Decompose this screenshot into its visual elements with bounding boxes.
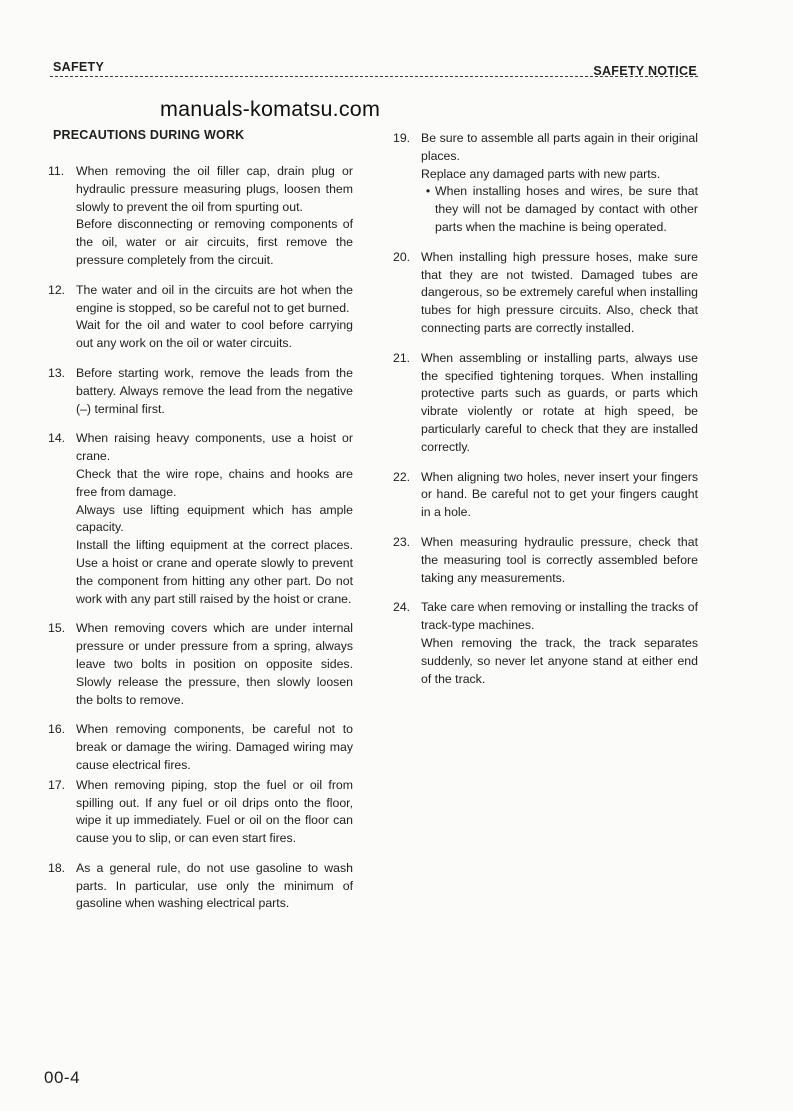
header-page-title: SAFETY NOTICE	[593, 64, 697, 78]
item-paragraph: When removing piping, stop the fuel or oil from spilling out. If any fuel or oil drips onto the floor, wipe it up immediately. Fuel or oil on the floor can cause you to slip, or can even start fires.	[76, 777, 353, 846]
item-paragraph: Be sure to assemble all parts again in their original places.	[421, 131, 698, 163]
precaution-item	[48, 282, 353, 353]
item-body	[421, 599, 698, 688]
item-paragraph: When removing components, be careful not to break or damage the wiring. Damaged wiring may cause electrical fires.	[76, 722, 353, 772]
item-paragraph: Before starting work, remove the leads from the battery. Always remove the lead from the negative (–) terminal first.	[76, 365, 353, 416]
item-number: 14.	[48, 431, 66, 446]
item-body	[76, 163, 353, 270]
precaution-item	[48, 860, 353, 913]
item-body	[421, 249, 698, 338]
precaution-item	[48, 163, 353, 270]
item-paragraph: The water and oil in the circuits are hot when the engine is stopped, so be careful not to get burned.	[76, 282, 353, 315]
item-body	[421, 534, 698, 587]
right-column	[393, 130, 698, 700]
precaution-item	[393, 599, 698, 688]
item-number: 15.	[48, 621, 66, 636]
left-column	[48, 163, 353, 925]
item-number: 19.	[393, 131, 411, 145]
item-paragraph: When measuring hydraulic pressure, check that the measuring tool is correctly assembled before taking any measurements.	[421, 534, 698, 585]
item-number: 17.	[48, 777, 66, 792]
item-body	[421, 350, 698, 457]
item-paragraph: Take care when removing or installing the tracks of track-type machines.	[421, 600, 698, 633]
precaution-item	[48, 620, 353, 709]
item-body	[76, 365, 353, 418]
item-number: 18.	[48, 860, 66, 875]
precaution-item	[393, 249, 698, 338]
item-paragraph: When assembling or installing parts, always use the specified tightening torques. When installing protective parts such as guards, or parts which vibrate violently or rotate at high speed, be particularly careful to check that they are installed correctly.	[421, 350, 698, 454]
item-number: 21.	[393, 350, 411, 365]
section-title: PRECAUTIONS DURING WORK	[53, 128, 245, 142]
precaution-item	[393, 350, 698, 457]
header-section-label: SAFETY	[53, 60, 105, 74]
watermark-text: manuals-komatsu.com	[160, 97, 381, 121]
item-number: 24.	[393, 600, 411, 615]
item-number: 13.	[48, 365, 66, 380]
item-paragraph: When removing the oil filler cap, drain plug or hydraulic pressure measuring plugs, loosen them slowly to prevent the oil from spurting out.	[76, 164, 353, 214]
item-paragraph: As a general rule, do not use gasoline to wash parts. In particular, use only the minimum of gasoline when washing electrical parts.	[76, 860, 353, 911]
item-body	[76, 430, 353, 608]
bullet-point	[421, 183, 698, 236]
item-paragraph: When aligning two holes, never insert your fingers or hand. Be careful not to get your fingers caught in a hole.	[421, 469, 698, 520]
precaution-item	[393, 469, 698, 522]
precaution-item	[393, 534, 698, 587]
precaution-item	[48, 365, 353, 418]
precaution-item	[393, 130, 698, 237]
bullet-text: When installing hoses and wires, be sure that they will not be damaged by contact with other parts when the machine is being operated.	[435, 184, 698, 234]
bullet-dot-icon: •	[425, 184, 431, 199]
item-number: 20.	[393, 249, 411, 264]
item-paragraph: Check that the wire rope, chains and hooks are free from damage.	[76, 466, 353, 499]
item-number: 12.	[48, 282, 66, 297]
precaution-item	[48, 721, 353, 774]
item-body	[76, 860, 353, 913]
item-number: 23.	[393, 534, 411, 549]
item-body	[76, 777, 353, 848]
item-paragraph: Install the lifting equipment at the correct places. Use a hoist or crane and operate slowly to prevent the component from hitting any other part. Do not work with any part still raised by the hoist or crane.	[76, 538, 353, 606]
item-paragraph: When installing high pressure hoses, make sure that they are not twisted. Damaged tubes are dangerous, so be extremely careful when installing tubes for high pressure circuits. Also, check that connecting parts are correctly installed.	[421, 249, 698, 335]
item-paragraph: When removing covers which are under internal pressure or under pressure from a spring, always leave two bolts in position on opposite sides. Slowly release the pressure, then slowly loosen the bolts to remove.	[76, 621, 353, 707]
item-paragraph: Always use lifting equipment which has ample capacity.	[76, 502, 353, 535]
item-body	[76, 721, 353, 774]
item-body	[421, 130, 698, 237]
item-number: 22.	[393, 469, 411, 484]
item-body	[76, 282, 353, 353]
item-paragraph: Before disconnecting or removing components of the oil, water or air circuits, first remove the pressure completely from the circuit.	[76, 217, 353, 267]
item-number: 16.	[48, 722, 66, 737]
item-body	[76, 620, 353, 709]
item-paragraph: Wait for the oil and water to cool before carrying out any work on the oil or water circuits.	[76, 318, 353, 351]
precaution-item	[48, 430, 353, 608]
item-paragraph: Replace any damaged parts with new parts.	[421, 166, 661, 181]
page-number: 00-4	[44, 1068, 81, 1087]
item-paragraph: When removing the track, the track separates suddenly, so never let anyone stand at either end of the track.	[421, 635, 698, 686]
precaution-item	[48, 777, 353, 848]
item-paragraph: When raising heavy components, use a hoist or crane.	[76, 431, 353, 464]
item-body	[421, 469, 698, 522]
header-rule	[50, 76, 698, 77]
item-number: 11.	[48, 164, 65, 178]
